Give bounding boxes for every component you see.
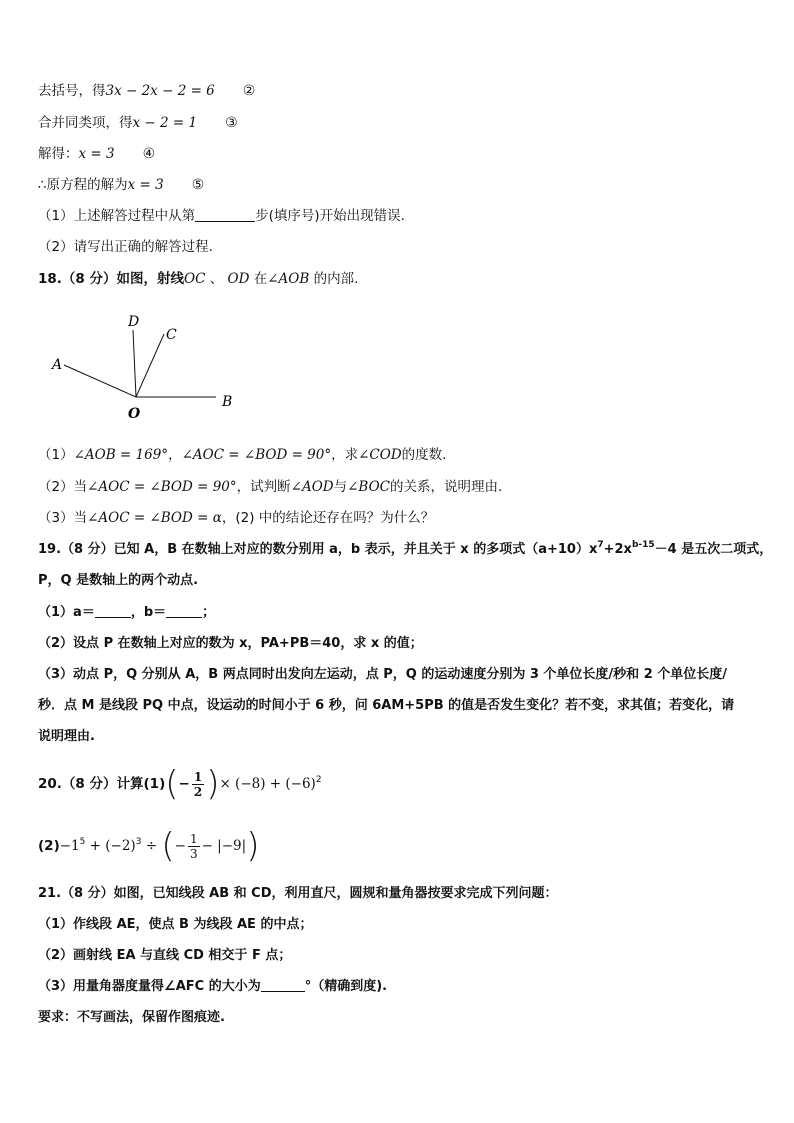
fraction-third — [188, 832, 200, 861]
q21-p3b: °（精确到度). — [304, 979, 388, 994]
q18-p3-m1: ∠AOC = ∠BOD = α — [87, 510, 222, 526]
q18-p1-d: 的度数. — [401, 447, 447, 463]
solution-step-2 — [38, 82, 255, 100]
answer-blank[interactable] — [195, 208, 255, 222]
q18-p1-c: ，求 — [331, 447, 359, 463]
label-o: O — [128, 406, 141, 422]
q20-head: 20.（8 分）计算 — [38, 776, 144, 792]
left-paren-2: ( — [161, 826, 175, 866]
frac-num: 1 — [193, 769, 203, 784]
q20-p2-minus: − — [174, 838, 186, 854]
q17-part-2: （2）请写出正确的解答过程. — [38, 239, 213, 255]
solution-step-5 — [38, 176, 204, 194]
solution-step-4 — [38, 145, 155, 163]
answer-blank-angle[interactable] — [261, 978, 305, 992]
ray-oc-line — [136, 334, 164, 397]
frac-den: 2 — [193, 784, 203, 799]
q19-p1a: （1）a＝ — [38, 605, 95, 620]
q20-p1-exp: 2 — [315, 775, 322, 785]
q20-p2-label: (2) — [38, 838, 60, 854]
q21-part-2: （2）画射线 EA 与直线 CD 相交于 F 点； — [38, 948, 292, 963]
q20-p2-c: ÷ — [141, 838, 162, 854]
q18-p2-m1: ∠AOC = ∠BOD = 90° — [87, 479, 237, 495]
answer-blank-a[interactable] — [95, 604, 131, 618]
q19-part-1 — [38, 604, 215, 622]
label-c: C — [166, 327, 177, 343]
step-4-marker: ④ — [142, 146, 156, 162]
angle-figure — [40, 308, 260, 428]
q17-part-1-text-b: 步(填序号)开始出现错误. — [255, 208, 405, 224]
q19-line-1 — [38, 541, 772, 559]
q20-part-2 — [38, 826, 259, 866]
q19-exp-1: 7 — [597, 540, 604, 550]
step-3-equation: x − 2 = 1 — [132, 115, 198, 131]
q20-p2-rest: − |−9| — [201, 838, 247, 854]
q20-p2-a: −1 — [59, 838, 80, 854]
step-3-prefix: 合并同类项，得 — [38, 115, 133, 131]
q18-p1-m2: ∠AOC = ∠BOD = 90° — [181, 447, 332, 463]
q18-mid: 在 — [253, 271, 268, 287]
q20-part-1 — [38, 764, 322, 804]
frac-den-2: 3 — [189, 846, 198, 861]
right-paren-2: ) — [246, 826, 260, 866]
right-paren: ) — [206, 764, 220, 804]
q18-p2-d: 的关系，说明理由. — [390, 479, 503, 495]
step-5-prefix: ∴原方程的解为 — [38, 177, 128, 193]
q17-part-1-text-a: （1）上述解答过程中从第 — [38, 208, 196, 224]
fraction-half — [192, 770, 204, 799]
angle-aob: ∠AOB — [267, 271, 310, 287]
q20-p1-label: (1) — [143, 776, 166, 792]
label-b: B — [222, 394, 233, 410]
q18-head: 18.（8 分）如图，射线 — [38, 271, 185, 287]
label-a: A — [52, 357, 63, 373]
step-2-marker: ② — [242, 83, 256, 99]
frac-num-2: 1 — [189, 831, 198, 846]
step-4-equation: x = 3 — [78, 146, 115, 162]
q21-p3a: （3）用量角器度量得∠AFC 的大小为 — [38, 979, 261, 994]
q21-header: 21.（8 分）如图，已知线段 AB 和 CD，利用直尺，圆规和量角器按要求完成下列问题： — [38, 886, 558, 901]
q20-p2-exp-1: 5 — [79, 837, 86, 847]
q19-part-3-line-2: 秒．点 M 是线段 PQ 中点，设运动的时间小于 6 秒，问 6AM+5PB 的值是否发生变化？若不变，求其值；若变化，请 — [38, 698, 735, 713]
q18-tail: 的内部. — [313, 271, 359, 287]
q18-p1-b: ， — [168, 447, 182, 463]
q18-p2-m3: ∠BOC — [347, 479, 390, 495]
label-d: D — [128, 314, 140, 330]
q19-exp-2: b-15 — [631, 540, 655, 550]
q19-l1b: +2x — [603, 542, 632, 557]
ray-od: OD — [227, 271, 250, 287]
q18-p2-b: ，试判断 — [236, 479, 291, 495]
step-5-equation: x = 3 — [127, 177, 164, 193]
step-2-prefix: 去括号，得 — [38, 83, 106, 99]
q21-part-1: （1）作线段 AE，使点 B 为线段 AE 的中点； — [38, 917, 313, 932]
q18-p1-m3: ∠COD — [358, 447, 402, 463]
q18-part-2 — [38, 478, 502, 496]
ray-oc: OC — [184, 271, 206, 287]
q21-part-3 — [38, 978, 387, 996]
q17-part-1 — [38, 207, 405, 225]
q18-p1-a: （1） — [38, 447, 74, 463]
step-4-prefix: 解得： — [38, 146, 79, 162]
q19-l1c: －4 是五次二项式， — [654, 542, 773, 557]
q21-requirement: 要求：不写画法，保留作图痕迹. — [38, 1010, 225, 1025]
q18-part-3 — [38, 509, 434, 527]
q18-p2-c: 与 — [333, 479, 348, 495]
q19-line-2: P，Q 是数轴上的两个动点. — [38, 573, 199, 588]
ray-od-line — [133, 330, 136, 397]
q20-p1-minus: − — [178, 776, 190, 792]
q18-p3-b: ，(2) 中的结论还存在吗？为什么？ — [221, 510, 435, 526]
q18-p3-a: （3）当 — [38, 510, 88, 526]
answer-blank-b[interactable] — [166, 604, 202, 618]
q19-l1a: 19.（8 分）已知 A，B 在数轴上对应的数分别用 a，b 表示，并且关于 x 的多项式（a+10）x — [38, 542, 598, 557]
q19-p1b: ，b＝ — [130, 605, 167, 620]
q19-p1c: ； — [202, 605, 216, 620]
q18-part-1 — [38, 446, 446, 464]
q20-p2-exp-2: 3 — [135, 837, 142, 847]
q18-p1-m1: ∠AOB = 169° — [73, 447, 169, 463]
q20-p1-rest: × (−8) + (−6) — [219, 776, 316, 792]
solution-step-3 — [38, 114, 238, 132]
step-2-equation: 3x − 2x − 2 = 6 — [105, 83, 215, 99]
q18-header — [38, 270, 358, 288]
step-3-marker: ③ — [225, 115, 238, 131]
q18-p2-m2: ∠AOD — [290, 479, 334, 495]
q18-sep: 、 — [209, 271, 224, 287]
left-paren: ( — [165, 764, 179, 804]
step-5-marker: ⑤ — [191, 177, 205, 193]
q19-part-3-line-3: 说明理由. — [38, 729, 95, 744]
q20-p2-b: + (−2) — [85, 838, 136, 854]
q19-part-2: （2）设点 P 在数轴上对应的数为 x，PA+PB＝40，求 x 的值； — [38, 636, 423, 651]
q19-part-3-line-1: （3）动点 P，Q 分别从 A，B 两点同时出发向左运动，点 P，Q 的运动速度分别为 3 个单位长度/秒和 2 个单位长度/ — [38, 667, 728, 682]
ray-oa — [64, 365, 136, 397]
q18-p2-a: （2）当 — [38, 479, 88, 495]
